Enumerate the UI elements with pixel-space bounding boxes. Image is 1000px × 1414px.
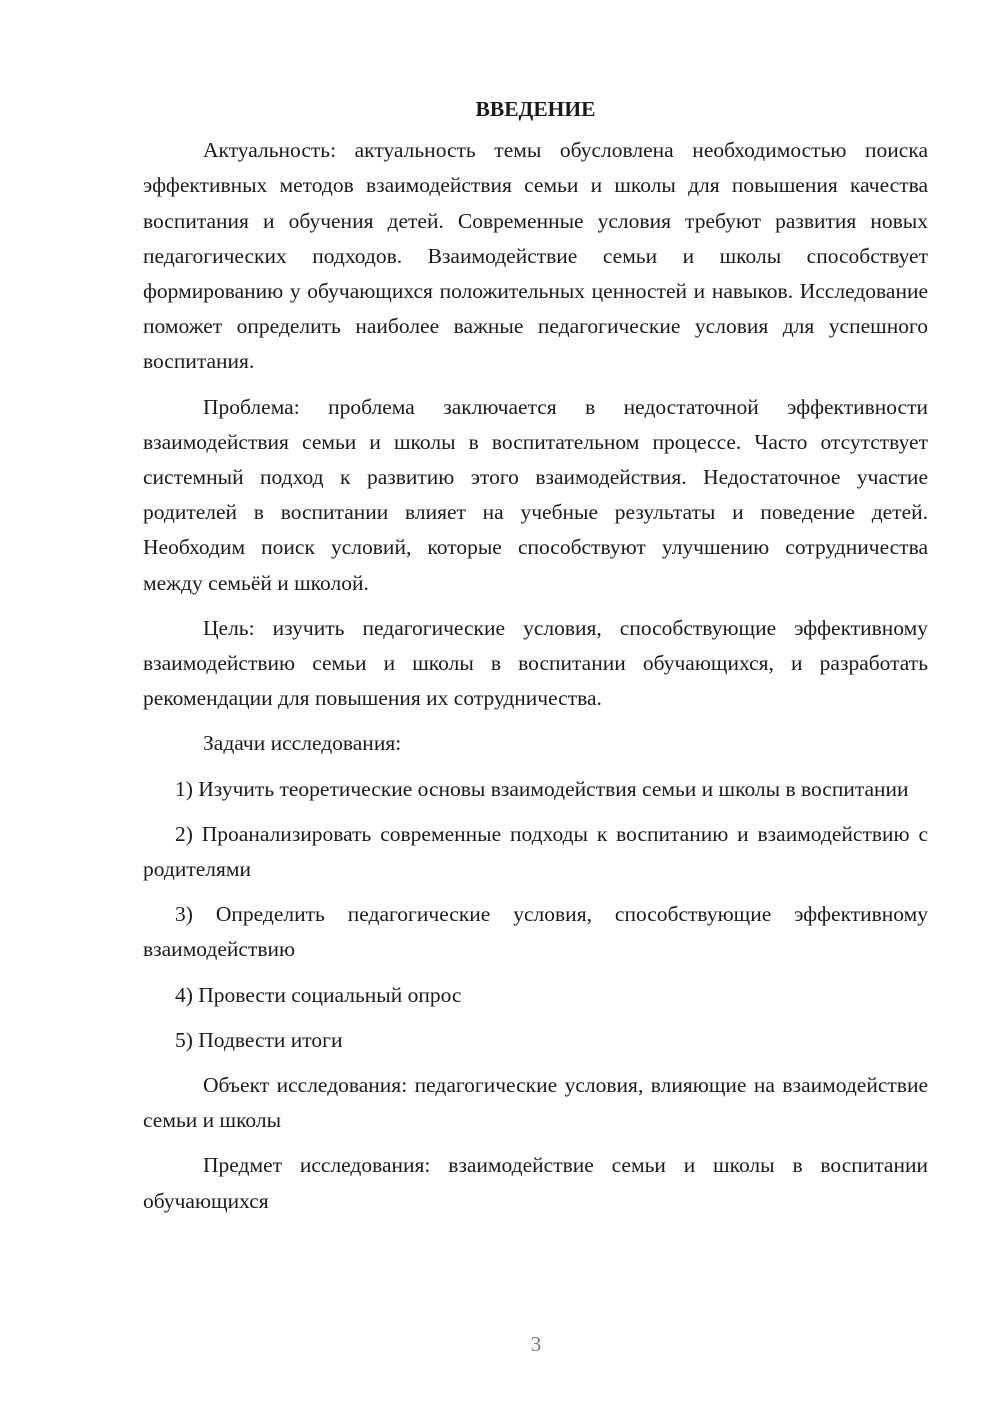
- task-item-4: 4) Провести социальный опрос: [175, 982, 462, 1007]
- paragraph-subject: Предмет исследования: взаимодействие семьи и школы в воспитании обучающихся: [143, 1153, 928, 1213]
- paragraph-goal: Цель: изучить педагогические условия, способствующие эффективному взаимодействию семьи и школы в воспитании обучающихся, и разработать рекомендации для повышения их сотрудничества.: [143, 615, 928, 711]
- section-heading: ВВЕДЕНИЕ: [475, 97, 596, 121]
- task-item-5: 5) Подвести итоги: [175, 1027, 343, 1052]
- paragraph-object: Объект исследования: педагогические условия, влияющие на взаимодействие семьи и школы: [143, 1073, 928, 1133]
- page-number: 3: [530, 1332, 542, 1356]
- paragraph-relevance: Актуальность: актуальность темы обусловлена необходимостью поиска эффективных методов взаимодействия семьи и школы для повышения качества воспитания и обучения детей. Современные условия требуют развития новых педагогических подходов. Взаимодействие семьи и школы способствует формированию у обучающихся положительных ценностей и навыков. Исследование поможет определить наиболее важные педагогические условия для успешного воспитания.: [143, 138, 928, 374]
- task-item-1: 1) Изучить теоретические основы взаимодействия семьи и школы в воспитании: [175, 776, 909, 801]
- paragraph-problem: Проблема: проблема заключается в недостаточной эффективности взаимодействия семьи и школы в воспитательном процессе. Часто отсутствует системный подход к развитию этого взаимодействия. Недостаточное участие родителей в воспитании влияет на учебные результаты и поведение детей. Необходим поиск условий, которые способствуют улучшению сотрудничества между семьёй и школой.: [143, 394, 928, 595]
- document-page: [143, 92, 928, 1229]
- task-item-3: 3) Определить педагогические условия, способствующие эффективному взаимодействию: [143, 902, 928, 962]
- task-item-2: 2) Проанализировать современные подходы к воспитанию и взаимодействию с родителями: [143, 821, 928, 882]
- tasks-title: Задачи исследования:: [203, 731, 402, 756]
